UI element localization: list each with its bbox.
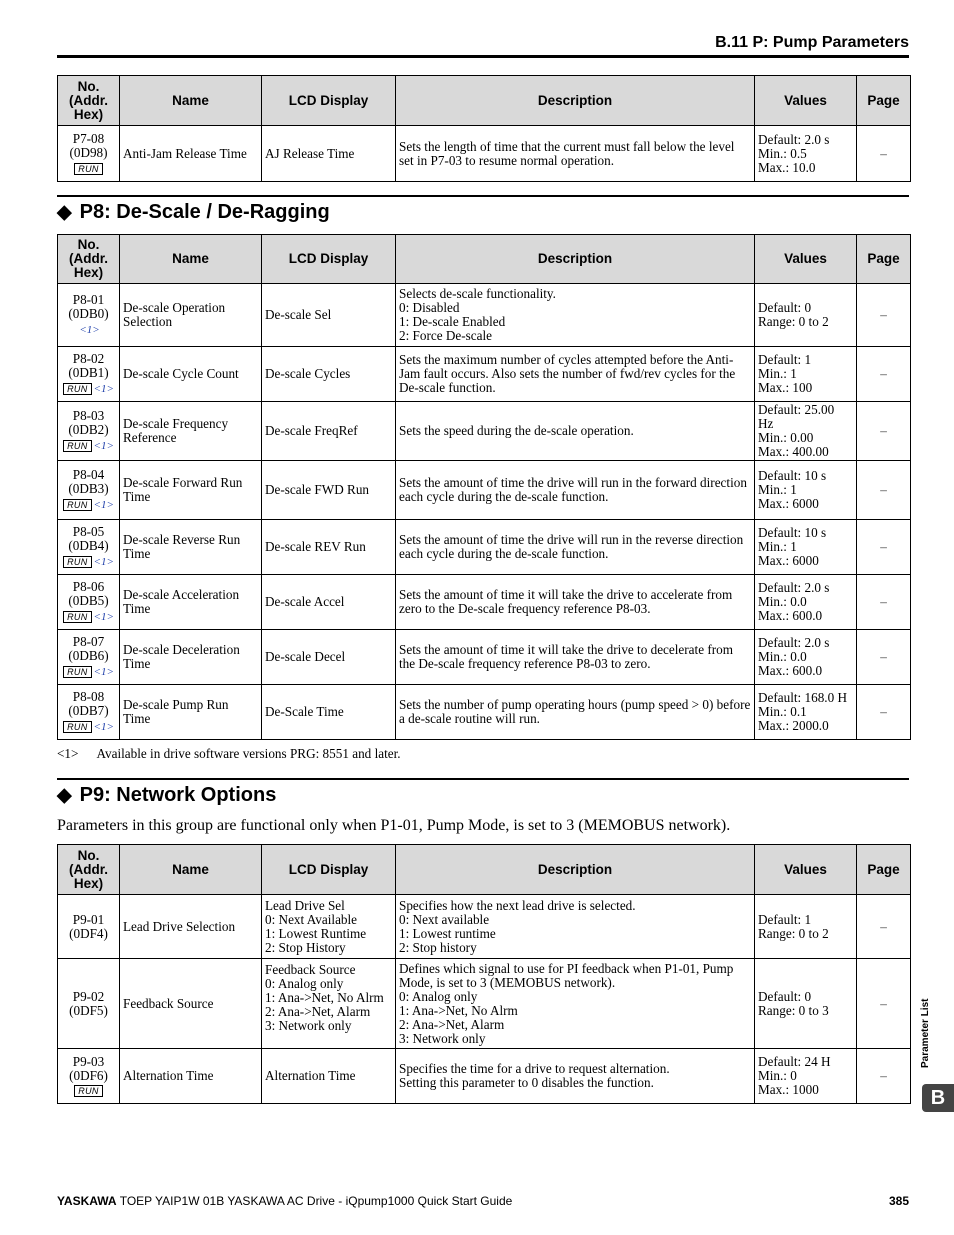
param-values: Default: 168.0 H Min.: 0.1 Max.: 2000.0: [755, 685, 857, 740]
param-number: P9-01: [72, 911, 105, 927]
param-address: (0D98): [69, 145, 108, 160]
footnote-ref: <1>: [93, 498, 114, 511]
param-description: Sets the speed during the de-scale operation.: [396, 402, 755, 461]
param-address: (0DB4): [68, 538, 109, 554]
footer-page-number: 385: [888, 1194, 909, 1208]
run-badge: RUN: [63, 556, 91, 568]
param-number-cell: [58, 520, 120, 575]
param-description: Sets the amount of time the drive will run in the reverse direction each cycle during the de-scale function.: [396, 520, 755, 575]
param-values: Default: 10 s Min.: 1 Max.: 6000: [755, 520, 857, 575]
table-header-row: [58, 845, 911, 895]
param-page: –: [857, 520, 911, 575]
header-rule: [57, 55, 909, 58]
page-header: Page: [857, 845, 911, 895]
param-values: Default: 1 Min.: 1 Max.: 100: [755, 347, 857, 402]
footnote-ref: <1>: [93, 665, 114, 678]
table-row: [58, 575, 911, 630]
param-page: –: [857, 895, 911, 959]
param-badges: [61, 381, 116, 396]
param-description: Sets the amount of time it will take the drive to decelerate from the De-scale frequency reference P8-03 to zero.: [396, 630, 755, 685]
param-number-cell: [58, 895, 120, 959]
param-number-cell: [58, 347, 120, 402]
table-row: [58, 402, 911, 461]
table-header-row: [58, 76, 911, 126]
param-address: (0DB3): [68, 481, 109, 497]
param-address: (0DB0): [68, 306, 109, 322]
param-number-header: No. (Addr. Hex): [58, 235, 120, 284]
param-page: –: [857, 284, 911, 347]
param-number: P8-07: [72, 634, 105, 650]
name-header: Name: [120, 845, 262, 895]
param-page: –: [857, 1049, 911, 1104]
param-name: Alternation Time: [120, 1049, 262, 1104]
param-name: De-scale Operation Selection: [120, 284, 262, 347]
param-number-cell: [58, 685, 120, 740]
param-badges: [61, 322, 116, 337]
param-description: Sets the length of time that the current must fall below the level set in P7-03 to resume normal operation.: [396, 126, 755, 182]
param-number-cell: [58, 1049, 120, 1104]
param-values: Default: 25.00 Hz Min.: 0.00 Max.: 400.00: [755, 402, 857, 461]
param-number: P8-08: [72, 689, 105, 705]
lcd-display: De-scale Decel: [262, 630, 396, 685]
lcd-display: De-scale Cycles: [262, 347, 396, 402]
param-values: Default: 1 Range: 0 to 2: [755, 895, 857, 959]
param-badges: [61, 554, 116, 569]
param-description: Sets the amount of time it will take the drive to accelerate from zero to the De-scale frequency reference P8-03.: [396, 575, 755, 630]
param-name: Feedback Source: [120, 959, 262, 1049]
table-row: [58, 895, 911, 959]
param-values: Default: 0 Range: 0 to 3: [755, 959, 857, 1049]
run-badge: RUN: [63, 440, 91, 452]
footnote-text: Available in drive software versions PRG: 8551 and later.: [96, 746, 401, 761]
param-values: Default: 2.0 s Min.: 0.5 Max.: 10.0: [755, 126, 857, 182]
run-badge: RUN: [63, 383, 91, 395]
param-number: P7-08: [72, 131, 105, 146]
param-address: (0DF6): [69, 1067, 108, 1083]
param-page: –: [857, 126, 911, 182]
p9-intro-text: Parameters in this group are functional only when P1-01, Pump Mode, is set to 3 (MEMOBUS network).: [57, 817, 731, 834]
param-number-cell: [58, 284, 120, 347]
param-description: Defines which signal to use for PI feedback when P1-01, Pump Mode, is set to 3 (MEMOBUS network). 0: Analog only 1: Ana->Net, No Alrm 2: Ana->Net, Alarm 3: Network only: [396, 959, 755, 1049]
param-number-header: No. (Addr. Hex): [58, 76, 120, 126]
param-badges: [61, 664, 116, 679]
param-description: Selects de-scale functionality. 0: Disabled 1: De-scale Enabled 2: Force De-scale: [396, 284, 755, 347]
lcd-display-header: LCD Display: [262, 845, 396, 895]
param-number: P9-02: [72, 988, 105, 1004]
param-description: Sets the amount of time the drive will run in the forward direction each cycle during the de-scale function.: [396, 461, 755, 520]
param-values: Default: 10 s Min.: 1 Max.: 6000: [755, 461, 857, 520]
p9-parameter-table: [57, 844, 911, 1104]
description-header: Description: [396, 76, 755, 126]
param-number-cell: [58, 575, 120, 630]
footnote-ref: <1>: [93, 555, 114, 568]
param-number: P8-06: [72, 579, 105, 595]
table-row: [58, 520, 911, 575]
param-name: De-scale Deceleration Time: [120, 630, 262, 685]
footnote-tag: <1>: [57, 746, 79, 761]
param-name: De-scale Cycle Count: [120, 347, 262, 402]
run-badge: RUN: [74, 163, 102, 175]
param-number-cell: [58, 126, 120, 182]
param-name: Anti-Jam Release Time: [120, 126, 262, 182]
param-number: P9-03: [72, 1053, 105, 1069]
param-address: (0DB5): [68, 593, 109, 609]
param-number: P8-01: [72, 292, 105, 308]
param-name: De-scale Forward Run Time: [120, 461, 262, 520]
param-number-cell: [58, 402, 120, 461]
lcd-display: De-scale FWD Run: [262, 461, 396, 520]
lcd-display: AJ Release Time: [262, 126, 396, 182]
footnote-ref: <1>: [93, 439, 114, 452]
page-header: Page: [857, 76, 911, 126]
table-row: [58, 126, 911, 182]
param-name: Lead Drive Selection: [120, 895, 262, 959]
diamond-bullet-icon: ◆: [57, 202, 72, 223]
param-number: P8-03: [72, 408, 105, 424]
p9-section-heading: ◆ P9: Network Options: [57, 784, 277, 806]
param-name: De-scale Pump Run Time: [120, 685, 262, 740]
values-header: Values: [755, 845, 857, 895]
side-section-tab: B: [922, 1084, 954, 1112]
param-number: P8-05: [72, 524, 105, 540]
param-badges: [61, 438, 116, 453]
param-description: Sets the number of pump operating hours (pump speed > 0) before a de-scale routine will run.: [396, 685, 755, 740]
param-number-cell: [58, 461, 120, 520]
param-values: Default: 0 Range: 0 to 2: [755, 284, 857, 347]
param-description: Specifies how the next lead drive is selected. 0: Next available 1: Lowest runtime 2: Stop history: [396, 895, 755, 959]
run-badge: RUN: [74, 1085, 102, 1097]
p8-section-heading: ◆ P8: De-Scale / De-Ragging: [57, 201, 330, 223]
run-badge: RUN: [63, 611, 91, 623]
param-name: De-scale Reverse Run Time: [120, 520, 262, 575]
param-badges: [61, 609, 116, 624]
page-header-title: B.11 P: Pump Parameters: [715, 34, 909, 51]
table-row: [58, 959, 911, 1049]
param-badges: [61, 161, 116, 175]
name-header: Name: [120, 235, 262, 284]
footer-doc-title: [57, 1194, 512, 1208]
run-badge: RUN: [63, 721, 91, 733]
p8-parameter-table: [57, 234, 911, 740]
param-page: –: [857, 402, 911, 461]
param-page: –: [857, 461, 911, 520]
param-address: (0DF5): [69, 1002, 108, 1018]
table-row: [58, 461, 911, 520]
p7-parameter-table: [57, 75, 911, 182]
param-page: –: [857, 685, 911, 740]
table-row: [58, 284, 911, 347]
param-badges: [61, 719, 116, 734]
param-badges: [61, 1084, 116, 1098]
table-row: [58, 347, 911, 402]
param-address: (0DB1): [68, 365, 109, 381]
lcd-display-header: LCD Display: [262, 235, 396, 284]
param-description: Specifies the time for a drive to request alternation. Setting this parameter to 0 disables the function.: [396, 1049, 755, 1104]
side-section-label: Parameter List: [920, 998, 931, 1068]
footer-brand: YASKAWA: [57, 1194, 117, 1208]
lcd-display: Lead Drive Sel 0: Next Available 1: Lowest Runtime 2: Stop History: [262, 895, 396, 959]
page-header: Page: [857, 235, 911, 284]
lcd-display: Alternation Time: [262, 1049, 396, 1104]
values-header: Values: [755, 76, 857, 126]
lcd-display: Feedback Source 0: Analog only 1: Ana->Net, No Alrm 2: Ana->Net, Alarm 3: Network only: [262, 959, 396, 1049]
run-badge: RUN: [63, 666, 91, 678]
table-header-row: [58, 235, 911, 284]
footnote-ref: <1>: [93, 720, 114, 733]
lcd-display: De-Scale Time: [262, 685, 396, 740]
footnote-ref: <1>: [93, 382, 114, 395]
param-page: –: [857, 630, 911, 685]
lcd-display: De-scale FreqRef: [262, 402, 396, 461]
param-number-cell: [58, 959, 120, 1049]
param-address: (0DB7): [68, 703, 109, 719]
description-header: Description: [396, 845, 755, 895]
section-rule: [57, 195, 909, 197]
param-values: Default: 2.0 s Min.: 0.0 Max.: 600.0: [755, 575, 857, 630]
run-badge: RUN: [63, 499, 91, 511]
lcd-display: De-scale Accel: [262, 575, 396, 630]
description-header: Description: [396, 235, 755, 284]
param-badges: [61, 497, 116, 512]
diamond-bullet-icon: ◆: [57, 785, 72, 806]
param-page: –: [857, 575, 911, 630]
param-name: De-scale Frequency Reference: [120, 402, 262, 461]
param-number-cell: [58, 630, 120, 685]
param-address: (0DF4): [69, 925, 108, 941]
values-header: Values: [755, 235, 857, 284]
param-address: (0DB6): [68, 648, 109, 664]
footer-doc-text: TOEP YAIP1W 01B YASKAWA AC Drive - iQpump1000 Quick Start Guide: [119, 1194, 513, 1208]
lcd-display-header: LCD Display: [262, 76, 396, 126]
param-page: –: [857, 347, 911, 402]
param-name: De-scale Acceleration Time: [120, 575, 262, 630]
table-row: [58, 630, 911, 685]
param-number: P8-02: [72, 351, 105, 367]
section-rule: [57, 778, 909, 780]
p8-footnote: [57, 746, 401, 762]
footnote-ref: <1>: [79, 323, 100, 336]
param-page: –: [857, 959, 911, 1049]
param-number: P8-04: [72, 467, 105, 483]
param-values: Default: 2.0 s Min.: 0.0 Max.: 600.0: [755, 630, 857, 685]
param-description: Sets the maximum number of cycles attempted before the Anti-Jam fault occurs. Also sets the number of fwd/rev cycles for the De-scale function.: [396, 347, 755, 402]
name-header: Name: [120, 76, 262, 126]
table-row: [58, 685, 911, 740]
lcd-display: De-scale REV Run: [262, 520, 396, 575]
param-values: Default: 24 H Min.: 0 Max.: 1000: [755, 1049, 857, 1104]
param-address: (0DB2): [68, 422, 109, 438]
lcd-display: De-scale Sel: [262, 284, 396, 347]
table-row: [58, 1049, 911, 1104]
param-number-header: No. (Addr. Hex): [58, 845, 120, 895]
footnote-ref: <1>: [93, 610, 114, 623]
